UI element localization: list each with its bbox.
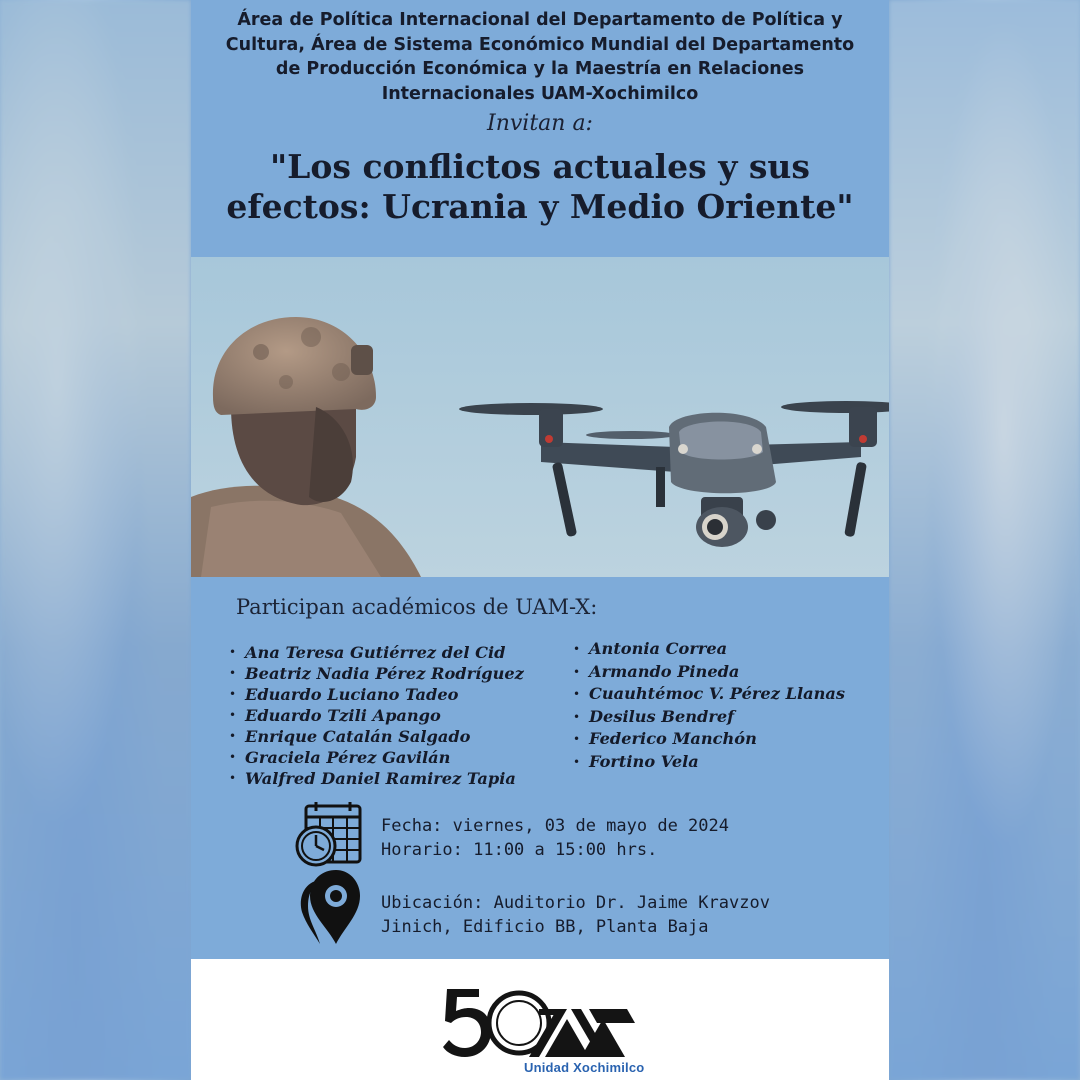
participant-name: • Antonia Correa (573, 638, 845, 661)
participant-name: • Federico Manchón (573, 728, 845, 751)
location-line-2: Jinich, Edificio BB, Planta Baja (381, 917, 709, 937)
poster-footer (191, 959, 889, 1080)
soldier-drone-photo (191, 257, 889, 577)
location-pin-icon (298, 868, 360, 946)
participant-name: • Beatriz Nadia Pérez Rodríguez (229, 663, 524, 684)
participant-name: • Cuauhtémoc V. Pérez Llanas (573, 683, 845, 706)
event-title: "Los conflictos actuales y sus efectos: Ucrania y Medio Oriente" (226, 147, 854, 226)
participant-name: • Ana Teresa Gutiérrez del Cid (229, 642, 524, 663)
participant-name: • Armando Pineda (573, 661, 845, 684)
participant-name: • Fortino Vela (573, 751, 845, 774)
participant-name: • Walfred Daniel Ramirez Tapia (229, 768, 524, 789)
location-line-1: Ubicación: Auditorio Dr. Jaime Kravzov (381, 893, 770, 913)
invite-text: Invitan a: (487, 111, 593, 136)
participant-name: • Eduardo Luciano Tadeo (229, 684, 524, 705)
photo-illustration (191, 257, 889, 577)
participants-list-right (573, 638, 845, 773)
poster-header (191, 0, 889, 257)
participant-name: • Graciela Pérez Gavilán (229, 747, 524, 768)
event-date: Fecha: viernes, 03 de mayo de 2024 (381, 816, 729, 836)
blurred-background-left (0, 0, 191, 1080)
organizers-text: Área de Política Internacional del Departamento de Política y Cultura, Área de Sistema Económico Mundial del Departamento de Producción Económica y la Maestría en Relaciones Internacionales UAM-Xochimilco (225, 10, 855, 104)
uam-50-logo (439, 983, 639, 1063)
participants-list-left (229, 642, 524, 789)
participant-name: • Desilus Bendref (573, 706, 845, 729)
participants-heading: Participan académicos de UAM-X: (236, 595, 598, 619)
participant-name: • Eduardo Tzili Apango (229, 705, 524, 726)
event-time: Horario: 11:00 a 15:00 hrs. (381, 840, 658, 860)
blurred-background-right (889, 0, 1080, 1080)
calendar-clock-icon (294, 802, 364, 868)
logo-caption: Unidad Xochimilco (524, 1060, 645, 1075)
participant-name: • Enrique Catalán Salgado (229, 726, 524, 747)
event-poster (191, 0, 889, 1080)
